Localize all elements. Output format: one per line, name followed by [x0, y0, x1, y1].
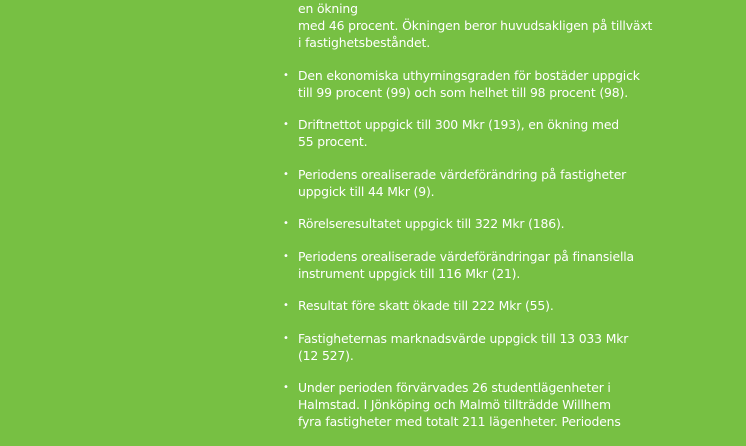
list-item [283, 166, 663, 200]
list-item [283, 379, 663, 430]
bullet-text: en ökning med 46 procent. Ökningen beror huvudsakligen på tillväxt i fastighetsbeståndet. [298, 1, 653, 50]
bullet-text: Resultat före skatt ökade till 222 Mkr (55). [298, 298, 554, 313]
bullet-marker: • [283, 332, 289, 344]
bullet-text: Periodens orealiserade värdeförändringar på finansiella instrument uppgick till 116 Mkr (21). [298, 248, 634, 281]
list-item [283, 330, 663, 364]
list-item [283, 215, 663, 232]
bullet-marker: • [283, 382, 289, 393]
bullet-marker: • [283, 300, 289, 311]
bullet-marker: • [283, 168, 289, 180]
bullet-text: Under perioden förvärvades 26 studentlägenheter i Halmstad. I Jönköping och Malmö tillträdde Willhem fyra fastigheter med totalt 211 lägenheter. Periodens [298, 380, 621, 429]
bullet-marker: • [283, 250, 289, 262]
bullet-text: Den ekonomiska uthyrningsgraden för bostäder uppgick till 99 procent (99) och som helhet till 98 procent (98). [298, 67, 640, 100]
list-item [283, 0, 663, 51]
bullet-text: Periodens orealiserade värdeförändring på fastigheter uppgick till 44 Mkr (9). [298, 166, 627, 199]
bullet-text: Driftnettot uppgick till 300 Mkr (193), en ökning med 55 procent. [298, 117, 620, 149]
list-item [283, 297, 663, 314]
bullet-marker: • [283, 218, 289, 229]
bullet-marker: • [283, 69, 289, 81]
list-item [283, 67, 663, 101]
bullet-marker: • [283, 119, 289, 130]
bullet-text: Rörelseresultatet uppgick till 322 Mkr (186). [298, 216, 565, 231]
list-item [283, 248, 663, 282]
bullet-text: Fastigheternas marknadsvärde uppgick till 13 033 Mkr (12 527). [298, 330, 629, 363]
highlights-list [283, 0, 663, 446]
list-item [283, 116, 663, 150]
